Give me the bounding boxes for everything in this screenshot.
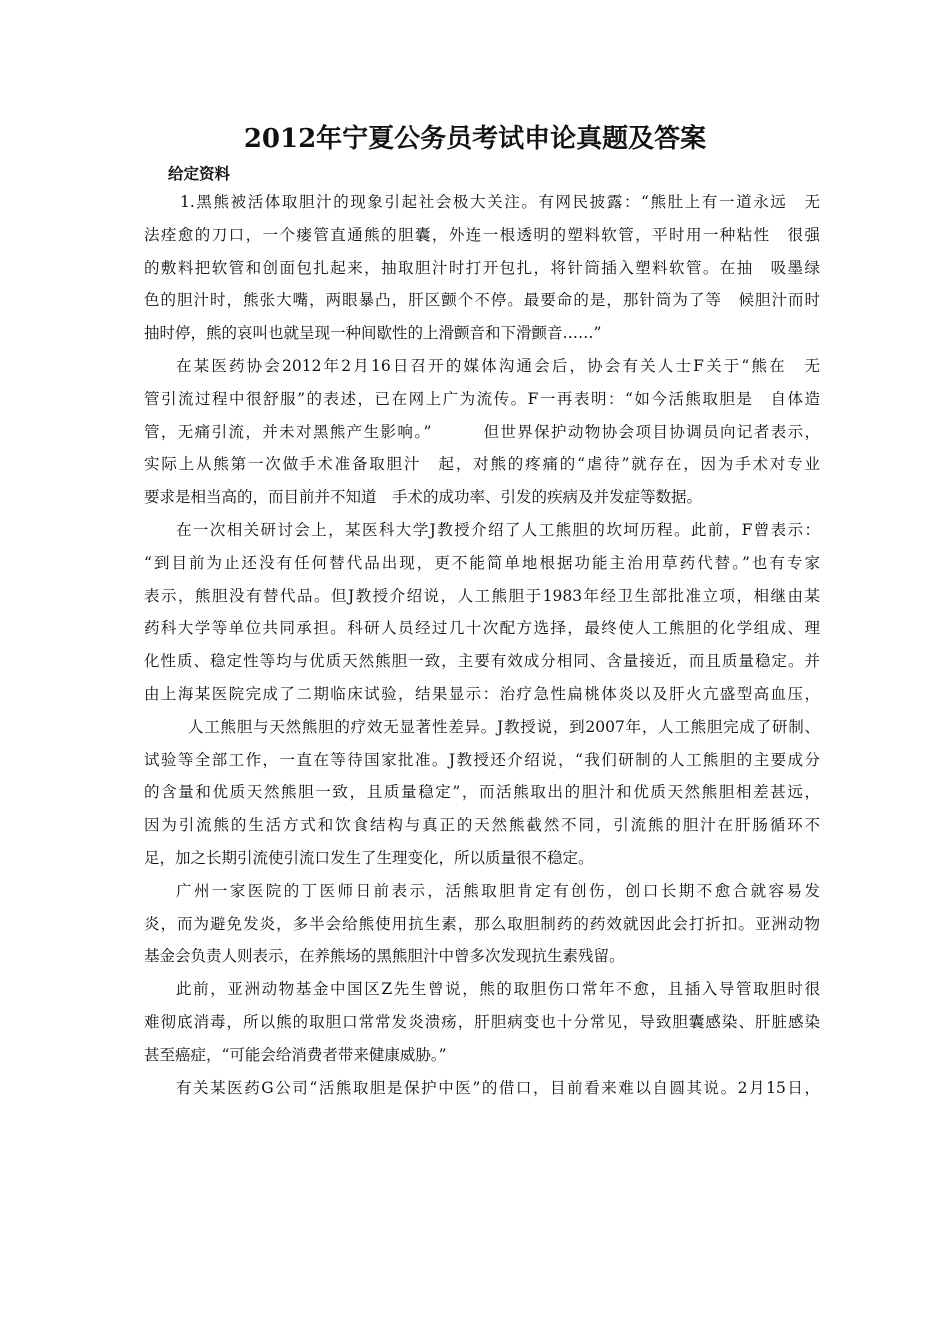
text-line: 的敷料把软管和创面包扎起来，抽取胆汁时打开包扎，将针筒插入塑料软管。在抽 吸墨绿 xyxy=(144,258,820,277)
text-line: 管引流过程中很舒服”的表述，已在网上广为流传。F一再表明：“如今活熊取胆是 自体造 xyxy=(144,389,820,408)
text-line: 由上海某医院完成了二期临床试验，结果显示：治疗急性扁桃体炎以及肝火亢盛型高血压， xyxy=(144,684,820,703)
text-line: 抽时停，熊的哀叫也就呈现一种间歇性的上滑颤音和下滑颤音……” xyxy=(144,324,602,343)
text-line: 要求是相当高的，而目前并不知道 手术的成功率、引发的疾病及并发症等数据。 xyxy=(144,488,703,507)
text-line: 人工熊胆与天然熊胆的疗效无显著性差异。J教授说，到2007年，人工熊胆完成了研制、 xyxy=(188,717,820,736)
text-line: 甚至癌症，“可能会给消费者带来健康威胁。” xyxy=(144,1045,447,1064)
text-line: 表示，熊胆没有替代品。但J教授介绍说，人工熊胆于1983年经卫生部批准立项，相继由某 xyxy=(144,586,820,605)
section-heading: 给定资料 xyxy=(168,164,231,183)
text-line: 实际上从熊第一次做手术准备取胆汁 起，对熊的疼痛的“虐待”就存在，因为手术对专业 xyxy=(144,455,820,474)
text-line: 的含量和优质天然熊胆一致，且质量稳定”，而活熊取出的胆汁和优质天然熊胆相差甚远， xyxy=(144,783,820,802)
text-line: 药科大学等单位共同承担。科研人员经过几十次配方选择，最终使人工熊胆的化学组成、理 xyxy=(144,619,820,638)
text-line: 有关某医药G公司“活熊取胆是保护中医”的借口，目前看来难以自圆其说。2月15日， xyxy=(176,1078,820,1097)
text-line: 法痊愈的刀口，一个瘘管直通熊的胆囊，外连一根透明的塑料软管，平时用一种粘性 很强 xyxy=(144,225,820,244)
text-line: 色的胆汁时，熊张大嘴，两眼暴凸，肝区颤个不停。最要命的是，那针筒为了等 候胆汁而时 xyxy=(144,291,820,310)
text-line: 此前，亚洲动物基金中国区Z先生曾说，熊的取胆伤口常年不愈，且插入导管取胆时很 xyxy=(176,980,820,999)
text-line: 管，无痛引流，并未对黑熊产生影响。” 但世界保护动物协会项目协调员向记者表示， xyxy=(144,422,820,441)
text-line: 1.黑熊被活体取胆汁的现象引起社会极大关注。有网民披露：“熊肚上有一道永远 无 xyxy=(180,193,820,211)
text-line: 因为引流熊的生活方式和饮食结构与真正的天然熊截然不同，引流熊的胆汁在肝肠循环不 xyxy=(144,816,820,835)
text-line: 广州一家医院的丁医师日前表示，活熊取胆肯定有创伤，创口长期不愈合就容易发 xyxy=(176,881,820,900)
document-title: 2012年宁夏公务员考试申论真题及答案 xyxy=(243,124,707,154)
document-body xyxy=(144,186,820,1104)
text-line: 试验等全部工作，一直在等待国家批准。J教授还介绍说，“我们研制的人工熊胆的主要成分 xyxy=(144,750,821,769)
text-line: 难彻底消毒，所以熊的取胆口常常发炎溃疡，肝胆病变也十分常见，导致胆囊感染、肝脏感染 xyxy=(144,1012,820,1031)
text-line: 足，加之长期引流使引流口发生了生理变化，所以质量很不稳定。 xyxy=(144,848,594,867)
text-line: 在一次相关研讨会上，某医科大学J教授介绍了人工熊胆的坎坷历程。此前，F曾表示： xyxy=(176,520,820,539)
text-line: “到目前为止还没有任何替代品出现，更不能简单地根据功能主治用草药代替。”也有专家 xyxy=(144,553,820,572)
text-line: 化性质、稳定性等均与优质天然熊胆一致，主要有效成分相同、含量接近，而且质量稳定。并 xyxy=(144,652,820,671)
text-line: 炎，而为避免发炎，多半会给熊使用抗生素，那么取胆制药的药效就因此会打折扣。亚洲动物 xyxy=(144,914,820,933)
text-line: 在某医药协会2012年2月16日召开的媒体沟通会后，协会有关人士F关于“熊在 无 xyxy=(176,356,820,375)
text-line: 基金会负责人则表示，在养熊场的黑熊胆汁中曾多次发现抗生素残留。 xyxy=(144,947,625,966)
